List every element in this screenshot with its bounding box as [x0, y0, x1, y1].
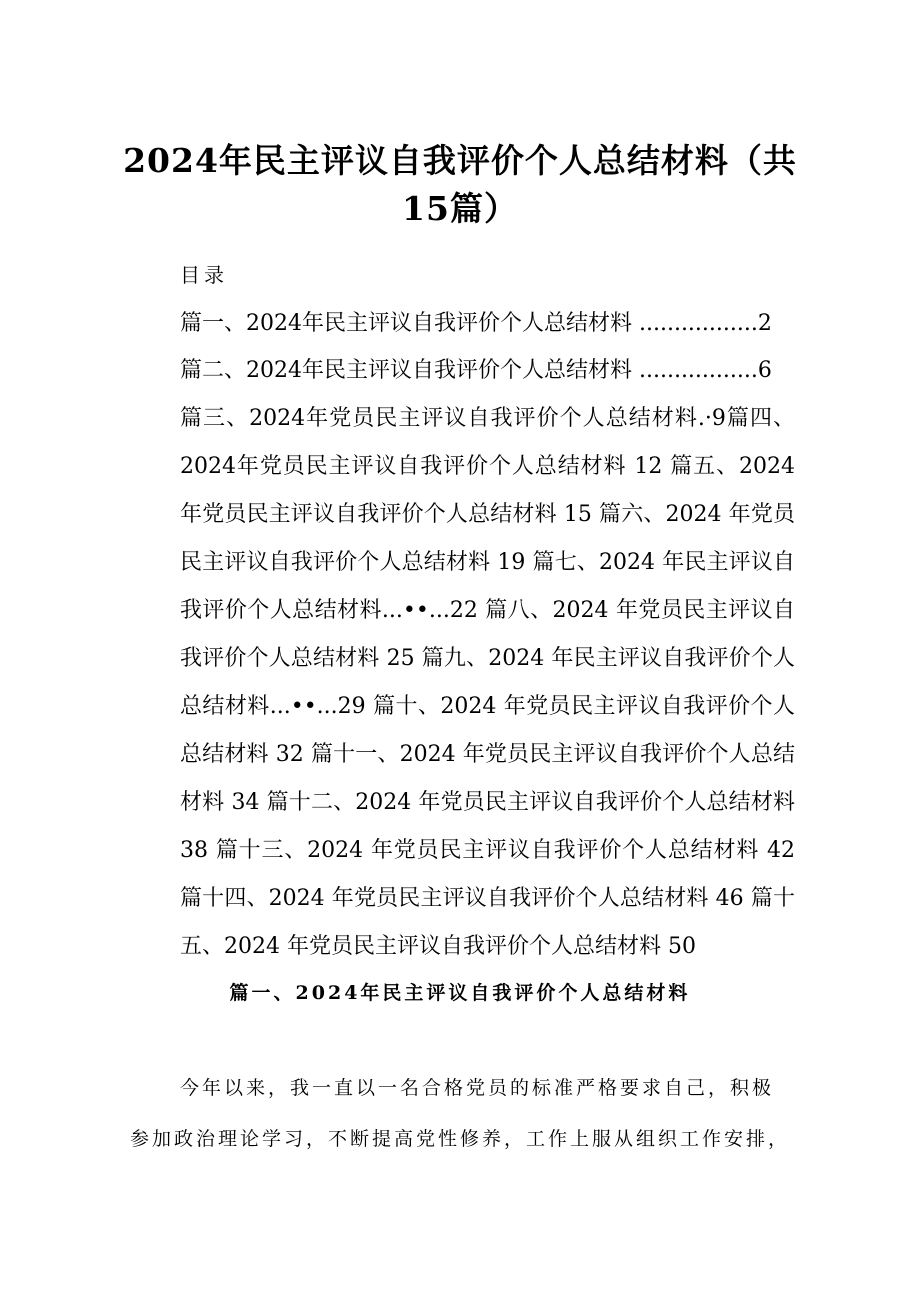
toc-entry[interactable]: 篇十四、2024 年党员民主评议自我评价个人总结材料 46 篇十	[180, 886, 795, 911]
toc-entry[interactable]: 总结材料 32 篇十一、2024 年党员民主评议自我评价个人总结	[180, 742, 795, 767]
toc-entry[interactable]: 我评价个人总结材料...••...22 篇八、2024 年党员民主评议自	[180, 598, 795, 623]
toc-entry[interactable]: 篇三、2024年党员民主评议自我评价个人总结材料.·9篇四、	[180, 406, 795, 431]
body-paragraph-line: 参加政治理论学习，不断提高党性修养，工作上服从组织工作安排，	[130, 1128, 791, 1150]
toc-label: 目录	[180, 263, 228, 287]
body-paragraph-line: 今年以来，我一直以一名合格党员的标准严格要求自己，积极	[180, 1077, 775, 1099]
toc-entry[interactable]: 篇一、2024年民主评议自我评价个人总结材料 .................2	[180, 311, 772, 336]
section-heading: 篇一、2024年民主评议自我评价个人总结材料	[229, 982, 691, 1004]
toc-entry[interactable]: 篇二、2024年民主评议自我评价个人总结材料 .................6	[180, 358, 772, 383]
toc-entry[interactable]: 总结材料...••...29 篇十、2024 年党员民主评议自我评价个人	[180, 694, 795, 719]
toc-entry[interactable]: 我评价个人总结材料 25 篇九、2024 年民主评议自我评价个人	[180, 646, 795, 671]
document-title-line-1: 2024年民主评议自我评价个人总结材料（共	[123, 141, 797, 180]
toc-entry[interactable]: 民主评议自我评价个人总结材料 19 篇七、2024 年民主评议自	[180, 550, 795, 575]
toc-entry[interactable]: 材料 34 篇十二、2024 年党员民主评议自我评价个人总结材料	[180, 790, 795, 815]
toc-entry[interactable]: 年党员民主评议自我评价个人总结材料 15 篇六、2024 年党员	[180, 502, 795, 527]
toc-entry[interactable]: 五、2024 年党员民主评议自我评价个人总结材料 50	[180, 934, 696, 959]
toc-entry[interactable]: 2024年党员民主评议自我评价个人总结材料 12 篇五、2024	[180, 454, 795, 479]
toc-entry[interactable]: 38 篇十三、2024 年党员民主评议自我评价个人总结材料 42	[180, 838, 795, 863]
document-title-line-2: 15篇）	[402, 189, 518, 228]
